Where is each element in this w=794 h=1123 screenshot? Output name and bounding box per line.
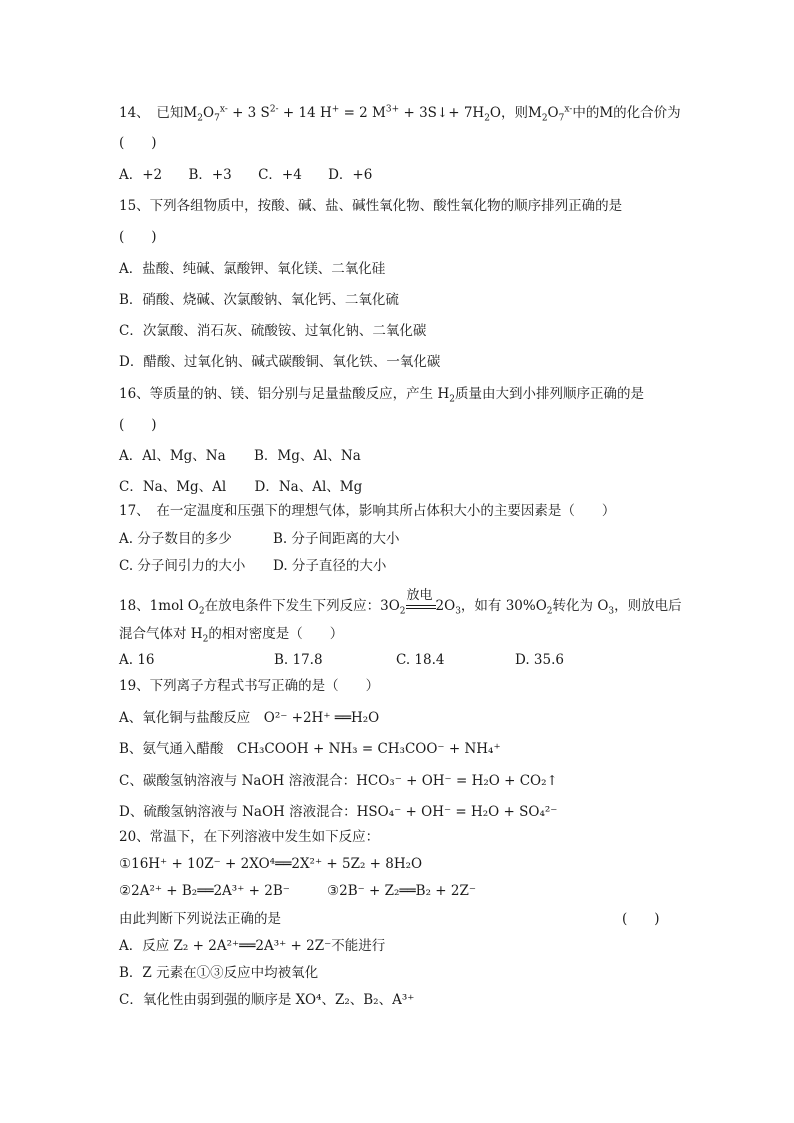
q14-options — [119, 166, 372, 184]
q14-option: B．+3 — [188, 167, 232, 183]
q16-option: C．Na、Mg、Al — [119, 479, 227, 495]
q18-part: 18、1mol O — [119, 598, 199, 614]
q15-stem: 15、下列各组物质中，按酸、碱、盐、碱性氧化物、酸性氧化物的顺序排列正确的是 — [119, 198, 623, 214]
q18-part: 在放电条件下发生下列反应：3O — [204, 598, 400, 614]
q17-option: B. 分子间距离的大小 — [273, 531, 400, 547]
q14-part: O，则M — [489, 105, 542, 121]
q15-paren: ( ) — [119, 229, 157, 245]
discharge-arrow — [406, 587, 436, 615]
q18-stem-line2: 混合气体对 $H_2$的相对密度是（ ） — [119, 626, 344, 645]
q14-option: C．+4 — [258, 167, 302, 183]
q20-option: A．反应 Z₂ + 2A²⁺══2A³⁺ + 2Z⁻不能进行 — [119, 938, 386, 954]
q19-option-c: C、碳酸氢钠溶液与 NaOH 溶液混合：HCO₃⁻ + OH⁻ = H₂O + CO₂↑ — [119, 773, 558, 789]
q18-part: 混合气体对 H — [119, 626, 203, 642]
q15-option: D．醋酸、过氧化钠、碱式碳酸铜、氧化铁、一氧化碳 — [119, 354, 441, 370]
q18-option: B. 17.8 — [274, 652, 323, 668]
q18-stem: 18、1mol $O_2$在放电条件下发生下列反应：$3O_2$ 放电 $2O_3$，如有 $30\%O_2$转化为 $O_3$，则放电后 — [119, 587, 682, 617]
q19-stem: 19、下列离子方程式书写正确的是（ ） — [119, 678, 380, 694]
q16-part: 16、等质量的钠、镁、铝分别与足量盐酸反应，产生 H — [119, 386, 450, 402]
q14-part: O — [547, 105, 559, 121]
q18-option: C. 18.4 — [396, 652, 445, 668]
q15-option: A．盐酸、纯碱、氯酸钾、氧化镁、二氧化硅 — [119, 261, 386, 277]
q14-paren: ( ) — [119, 135, 157, 151]
q20-reaction-3: ③2B⁻ + Z₂══B₂ + 2Z⁻ — [327, 883, 477, 899]
q17-option: A. 分子数目的多少 — [119, 531, 232, 547]
q17-stem: 17、 在一定温度和压强下的理想气体，影响其所占体积大小的主要因素是（ ） — [119, 503, 616, 519]
q16-option: D．Na、Al、Mg — [254, 479, 363, 495]
q16-options-row2 — [119, 478, 362, 496]
q20-judge: 由此判断下列说法正确的是 — [119, 911, 281, 927]
q18-option: A. 16 — [119, 652, 155, 668]
q17-option: D. 分子直径的大小 — [273, 558, 387, 574]
q16-part: 质量由大到小排列顺序正确的是 — [454, 386, 644, 402]
q17-options-row2 — [119, 557, 386, 575]
q18-part: 转化为 O — [552, 598, 609, 614]
q19-option-a: A、氧化铜与盐酸反应 O²⁻ +2H⁺ ══H₂O — [119, 710, 380, 726]
q17-options-row1 — [119, 530, 400, 548]
q14-option: D．+6 — [328, 167, 373, 183]
q14-stem: 14、 已知$M_2O_7^{x-} + 3$ $S^{2-} + 14$ H+ = 2 $M^{3+}$ + 3S↓+ $7H_2O$，则$M_2O_7^{x-}$中的M的化合价为 — [119, 104, 681, 124]
q16-paren: ( ) — [119, 417, 157, 433]
q16-options-row1 — [119, 447, 361, 465]
q15-option: B．硝酸、烧碱、次氯酸钠、氧化钙、二氧化硫 — [119, 292, 399, 308]
q18-option: D. 35.6 — [515, 652, 564, 668]
q18-part: 的相对密度是（ ） — [208, 626, 344, 642]
q18-part: 2O — [435, 598, 456, 614]
q20-option: B．Z 元素在①③反应中均被氧化 — [119, 965, 319, 981]
q14-part: = 2 M — [339, 105, 386, 121]
q18-part: ，则放电后 — [614, 598, 682, 614]
q14-part: + 3 S — [227, 105, 270, 121]
q20-reaction-1: ①16H⁺ + 10Z⁻ + 2XO⁴══2X²⁺ + 5Z₂ + 8H₂O — [119, 856, 423, 872]
q20-stem: 20、常温下，在下列溶液中发生如下反应： — [119, 829, 380, 845]
q14-option: A．+2 — [119, 167, 163, 183]
q18-part: ，如有 30%O — [460, 598, 547, 614]
q20-reaction-2: ②2A²⁺ + B₂══2A³⁺ + 2B⁻ — [119, 883, 290, 899]
q16-option: B．Mg、Al、Na — [253, 448, 361, 464]
q14-part: O — [203, 105, 215, 121]
q19-option-d: D、硫酸氢钠溶液与 NaOH 溶液混合：HSO₄⁻ + OH⁻ = H₂O + SO₄²⁻ — [119, 804, 558, 820]
q15-option: C．次氯酸、消石灰、硫酸铵、过氧化钠、二氧化碳 — [119, 323, 427, 339]
q14-part: 14、 已知M — [119, 105, 198, 121]
q16-option: A．Al、Mg、Na — [119, 448, 226, 464]
q19-option-b: B、氨气通入醋酸 CH₃COOH + NH₃ = CH₃COO⁻ + NH₄⁺ — [119, 741, 501, 757]
q17-option: C. 分子间引力的大小 — [119, 558, 246, 574]
arrow-label: 放电 — [406, 587, 433, 603]
q14-part: + 14 H — [278, 105, 332, 121]
q20-paren: ( ) — [622, 911, 660, 927]
q16-stem: 16、等质量的钠、镁、铝分别与足量盐酸反应，产生 $H_2$质量由大到小排列顺序正确的是 — [119, 386, 644, 405]
q20-option: C．氧化性由弱到强的顺序是 XO⁴、Z₂、B₂、A³⁺ — [119, 992, 415, 1008]
q14-part: + 3S↓+ 7H — [399, 105, 485, 121]
q14-part: 中的M的化合价为 — [572, 105, 681, 121]
